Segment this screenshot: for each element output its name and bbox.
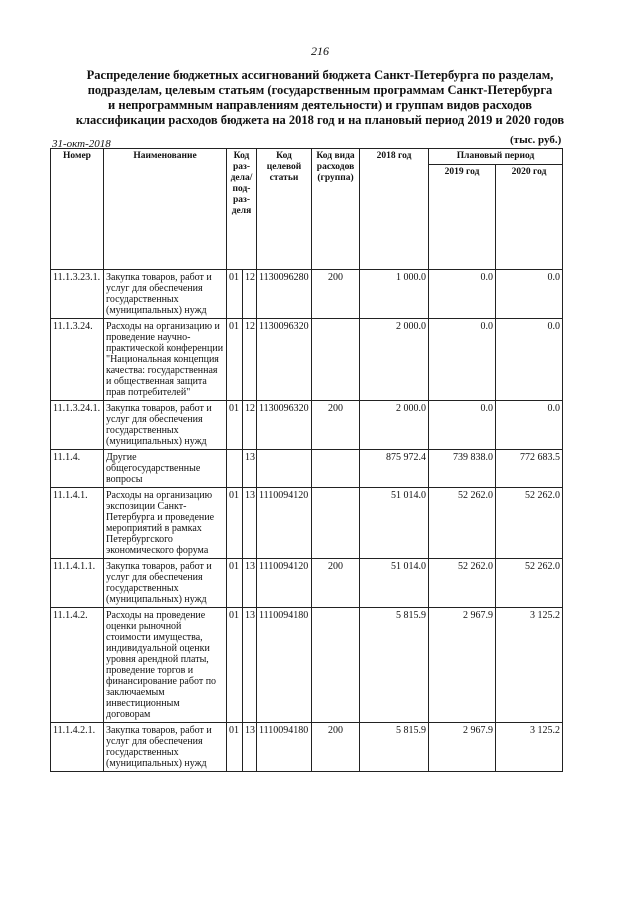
row-amount-2018: 2 000.0 [360, 401, 429, 450]
title-line: классификации расходов бюджета на 2018 год и на плановый период 2019 и 2020 годов [75, 113, 565, 127]
row-amount-2018: 1 000.0 [360, 270, 429, 319]
row-subsection-code: 13 [243, 488, 257, 559]
row-expense-type-code: 200 [312, 723, 360, 772]
row-section-code: 01 [227, 319, 243, 401]
header-expense-type-code: Код вида расходов (группа) [312, 149, 360, 270]
header-section-code: Код раз-дела/ под-раз-деля [227, 149, 257, 270]
row-subsection-code: 12 [243, 270, 257, 319]
row-section-code: 01 [227, 723, 243, 772]
row-expense-type-code [312, 488, 360, 559]
row-number: 11.1.4.1.1. [51, 559, 104, 608]
row-number: 11.1.3.24.1. [51, 401, 104, 450]
row-amount-2019: 52 262.0 [429, 488, 496, 559]
row-amount-2018: 5 815.9 [360, 608, 429, 723]
row-target-code: 1130096320 [257, 401, 312, 450]
row-target-code: 1110094180 [257, 723, 312, 772]
row-expense-type-code: 200 [312, 559, 360, 608]
budget-table [50, 148, 563, 772]
row-subsection-code: 12 [243, 319, 257, 401]
row-amount-2019: 2 967.9 [429, 608, 496, 723]
table-row [51, 450, 563, 488]
row-amount-2018: 5 815.9 [360, 723, 429, 772]
table-row [51, 488, 563, 559]
row-section-code [227, 450, 243, 488]
row-target-code: 1130096280 [257, 270, 312, 319]
row-subsection-code: 13 [243, 450, 257, 488]
row-expense-type-code [312, 450, 360, 488]
row-section-code: 01 [227, 488, 243, 559]
row-section-code: 01 [227, 270, 243, 319]
row-expense-type-code: 200 [312, 270, 360, 319]
row-name: Другие общегосударственные вопросы [104, 450, 227, 488]
row-name: Закупка товаров, работ и услуг для обеспечения государственных (муниципальных) нужд [104, 723, 227, 772]
header-number: Номер [51, 149, 104, 270]
row-number: 11.1.3.24. [51, 319, 104, 401]
row-amount-2018: 2 000.0 [360, 319, 429, 401]
document-title [40, 68, 600, 128]
row-amount-2018: 51 014.0 [360, 559, 429, 608]
table-row [51, 401, 563, 450]
table-header-row [51, 149, 563, 165]
row-name: Закупка товаров, работ и услуг для обеспечения государственных (муниципальных) нужд [104, 559, 227, 608]
header-target-code: Код целевой статьи [257, 149, 312, 270]
row-amount-2020: 52 262.0 [496, 559, 563, 608]
row-amount-2020: 3 125.2 [496, 723, 563, 772]
title-line: Распределение бюджетных ассигнований бюджета Санкт-Петербурга по разделам, [86, 68, 554, 82]
row-number: 11.1.4.2.1. [51, 723, 104, 772]
row-amount-2020: 52 262.0 [496, 488, 563, 559]
row-subsection-code: 13 [243, 559, 257, 608]
row-subsection-code: 13 [243, 723, 257, 772]
row-amount-2020: 0.0 [496, 319, 563, 401]
row-name: Расходы на организацию и проведение научно-практической конференции "Национальная концепция качества: государственная и общественная защита прав потребителей" [104, 319, 227, 401]
title-line: подразделам, целевым статьям (государственным программам Санкт-Петербурга [87, 83, 553, 97]
row-name: Закупка товаров, работ и услуг для обеспечения государственных (муниципальных) нужд [104, 401, 227, 450]
row-amount-2019: 0.0 [429, 270, 496, 319]
row-amount-2020: 0.0 [496, 270, 563, 319]
row-amount-2019: 739 838.0 [429, 450, 496, 488]
row-section-code: 01 [227, 608, 243, 723]
row-target-code: 1130096320 [257, 319, 312, 401]
row-name: Закупка товаров, работ и услуг для обеспечения государственных (муниципальных) нужд [104, 270, 227, 319]
table-body [51, 270, 563, 772]
row-expense-type-code [312, 319, 360, 401]
row-amount-2019: 52 262.0 [429, 559, 496, 608]
document-date: 31-окт-2018 [52, 138, 111, 150]
table-row [51, 319, 563, 401]
header-name: Наименование [104, 149, 227, 270]
header-planned-period: Плановый период [429, 149, 563, 165]
row-name: Расходы на организацию экспозиции Санкт-Петербурга и проведение мероприятий в рамках Петербургского экономического форума [104, 488, 227, 559]
row-amount-2018: 51 014.0 [360, 488, 429, 559]
row-amount-2019: 0.0 [429, 401, 496, 450]
row-target-code: 1110094120 [257, 559, 312, 608]
row-number: 11.1.4.2. [51, 608, 104, 723]
row-target-code: 1110094180 [257, 608, 312, 723]
row-expense-type-code [312, 608, 360, 723]
table-row [51, 608, 563, 723]
units-label: (тыс. руб.) [510, 134, 562, 146]
row-amount-2020: 772 683.5 [496, 450, 563, 488]
row-amount-2020: 0.0 [496, 401, 563, 450]
row-number: 11.1.4.1. [51, 488, 104, 559]
row-amount-2020: 3 125.2 [496, 608, 563, 723]
row-amount-2018: 875 972.4 [360, 450, 429, 488]
row-expense-type-code: 200 [312, 401, 360, 450]
page-number: 216 [311, 44, 329, 58]
row-target-code [257, 450, 312, 488]
row-target-code: 1110094120 [257, 488, 312, 559]
header-year-2020: 2020 год [496, 165, 563, 270]
row-subsection-code: 12 [243, 401, 257, 450]
row-number: 11.1.4. [51, 450, 104, 488]
title-line: и непрограммным направлениям деятельности) и группам видов расходов [108, 98, 532, 112]
row-amount-2019: 2 967.9 [429, 723, 496, 772]
row-number: 11.1.3.23.1. [51, 270, 104, 319]
header-year-2019: 2019 год [429, 165, 496, 270]
row-amount-2019: 0.0 [429, 319, 496, 401]
table-row [51, 270, 563, 319]
table-row [51, 723, 563, 772]
row-name: Расходы на проведение оценки рыночной стоимости имущества, индивидуальной оценки уровня арендной платы, проведение торгов и финансирование работ по заключаемым инвестиционным договорам [104, 608, 227, 723]
table-row [51, 559, 563, 608]
row-section-code: 01 [227, 401, 243, 450]
header-year-2018: 2018 год [360, 149, 429, 270]
row-subsection-code: 13 [243, 608, 257, 723]
row-section-code: 01 [227, 559, 243, 608]
